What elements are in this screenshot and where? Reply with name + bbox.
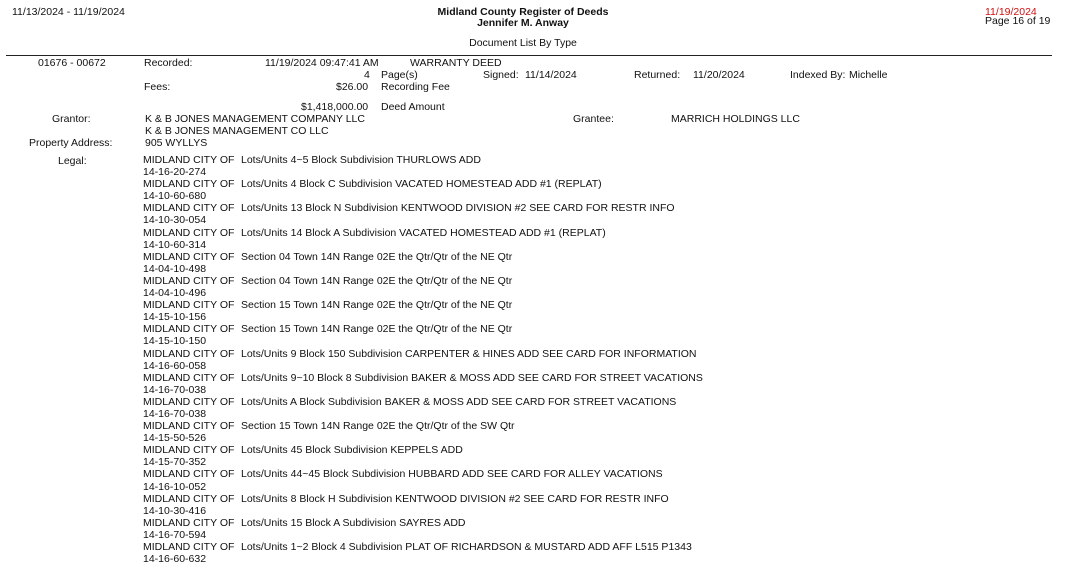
indexed-label: Indexed By:	[790, 69, 846, 81]
report-title: Document List By Type	[469, 37, 577, 49]
recorded-value: 11/19/2024 09:47:41 AM	[265, 57, 379, 69]
fee-description: Recording Fee	[381, 81, 450, 93]
legal-city: MIDLAND CITY OF	[143, 420, 235, 433]
property-address-label: Property Address:	[29, 137, 113, 149]
fees-label: Fees:	[144, 81, 171, 93]
legal-city: MIDLAND CITY OF	[143, 492, 235, 505]
org-name: Midland County Register of Deeds	[437, 6, 609, 18]
parcel-number: 14-15-50-526	[143, 432, 207, 445]
legal-city: MIDLAND CITY OF	[143, 226, 235, 239]
grantor-2: K & B JONES MANAGEMENT CO LLC	[145, 125, 329, 137]
legal-description: Lots/Units 13 Block N Subdivision KENTWOOD DIVISION #2 SEE CARD FOR RESTR INFO	[241, 202, 675, 215]
parcel-number: 14-16-70-594	[143, 528, 207, 541]
legal-description: Lots/Units A Block Subdivision BAKER & MOSS ADD SEE CARD FOR STREET VACATIONS	[241, 395, 677, 408]
parcel-number: 14-15-70-352	[143, 456, 207, 469]
legal-city: MIDLAND CITY OF	[143, 444, 235, 457]
doc-number: 01676 - 00672	[38, 57, 106, 69]
doc-type: WARRANTY DEED	[410, 57, 502, 69]
legal-entry	[143, 202, 703, 214]
recorded-label: Recorded:	[144, 57, 193, 69]
parcel-number: 14-15-10-156	[143, 311, 207, 324]
legal-entry	[143, 323, 703, 335]
header-rule	[6, 55, 1052, 56]
grantee-label: Grantee:	[573, 113, 614, 125]
legal-description: Section 15 Town 14N Range 02E the Qtr/Qtr of the NE Qtr	[241, 299, 513, 312]
signed-value: 11/14/2024	[525, 69, 577, 81]
parcel-number: 14-10-30-054	[143, 214, 207, 227]
legal-label: Legal:	[58, 155, 87, 167]
parcel-number: 14-16-70-038	[143, 383, 207, 396]
legal-entry	[143, 348, 703, 360]
legal-description: Section 15 Town 14N Range 02E the Qtr/Qtr of the SW Qtr	[241, 420, 515, 433]
person-name: Jennifer M. Anway	[477, 17, 569, 29]
legal-description: Section 15 Town 14N Range 02E the Qtr/Qtr of the NE Qtr	[241, 323, 513, 336]
grantor-1: K & B JONES MANAGEMENT COMPANY LLC	[145, 113, 365, 125]
legal-city: MIDLAND CITY OF	[143, 202, 235, 215]
grantor-label: Grantor:	[52, 113, 91, 125]
parcel-number: 14-04-10-498	[143, 262, 207, 275]
parcel-number: 14-10-30-416	[143, 504, 207, 517]
parcel-number: 14-16-70-038	[143, 407, 207, 420]
parcel-number: 14-16-60-058	[143, 359, 207, 372]
parcel-number: 14-10-60-680	[143, 190, 207, 203]
legal-entry	[143, 396, 703, 408]
parcel-number: 14-16-20-274	[143, 166, 207, 179]
legal-description: Lots/Units 4 Block C Subdivision VACATED HOMESTEAD ADD #1 (REPLAT)	[241, 178, 602, 191]
returned-label: Returned:	[634, 69, 681, 81]
indexed-value: Michelle	[849, 69, 888, 81]
legal-description: Lots/Units 1~2 Block 4 Subdivision PLAT OF RICHARDSON & MUSTARD ADD AFF L515 P1343	[241, 541, 692, 553]
legal-city: MIDLAND CITY OF	[143, 347, 235, 360]
legal-city: MIDLAND CITY OF	[143, 250, 235, 263]
legal-description: Lots/Units 45 Block Subdivision KEPPELS ADD	[241, 444, 463, 457]
parcel-number: 14-10-60-314	[143, 238, 207, 251]
legal-entry	[143, 178, 703, 190]
legal-city: MIDLAND CITY OF	[143, 468, 235, 481]
legal-description: Lots/Units 9 Block 150 Subdivision CARPENTER & HINES ADD SEE CARD FOR INFORMATION	[241, 347, 697, 360]
page-number: Page 16 of 19	[985, 15, 1051, 27]
legal-city: MIDLAND CITY OF	[143, 516, 235, 529]
parcel-number: 14-16-60-632	[143, 553, 207, 566]
legal-list	[143, 154, 703, 565]
pages-count: 4	[364, 69, 370, 81]
legal-city: MIDLAND CITY OF	[143, 395, 235, 408]
fee-amount: $26.00	[336, 81, 369, 93]
legal-entry	[143, 517, 703, 529]
legal-entry	[143, 493, 703, 505]
grantee: MARRICH HOLDINGS LLC	[671, 113, 800, 125]
pages-label: Page(s)	[381, 69, 418, 81]
legal-entry	[143, 154, 703, 166]
parcel-number: 14-04-10-496	[143, 287, 207, 300]
legal-city: MIDLAND CITY OF	[143, 299, 235, 312]
legal-description: Lots/Units 14 Block A Subdivision VACATED HOMESTEAD ADD #1 (REPLAT)	[241, 226, 606, 239]
legal-description: Lots/Units 8 Block H Subdivision KENTWOOD DIVISION #2 SEE CARD FOR RESTR INFO	[241, 492, 669, 505]
legal-entry	[143, 372, 703, 384]
legal-entry	[143, 227, 703, 239]
legal-description: Lots/Units 15 Block A Subdivision SAYRES ADD	[241, 516, 466, 529]
date-range: 11/13/2024 - 11/19/2024	[12, 6, 125, 18]
legal-city: MIDLAND CITY OF	[143, 541, 235, 553]
print-date: 11/19/2024	[985, 6, 1037, 18]
legal-description: Lots/Units 4~5 Block Subdivision THURLOWS ADD	[241, 154, 481, 166]
parcel-number: 14-16-10-052	[143, 480, 207, 493]
legal-city: MIDLAND CITY OF	[143, 371, 235, 384]
legal-entry	[143, 251, 703, 263]
returned-value: 11/20/2024	[693, 69, 745, 81]
legal-entry	[143, 275, 703, 287]
signed-label: Signed:	[483, 69, 519, 81]
legal-entry	[143, 299, 703, 311]
legal-description: Lots/Units 44~45 Block Subdivision HUBBARD ADD SEE CARD FOR ALLEY VACATIONS	[241, 468, 663, 481]
legal-city: MIDLAND CITY OF	[143, 323, 235, 336]
legal-description: Lots/Units 9~10 Block 8 Subdivision BAKER & MOSS ADD SEE CARD FOR STREET VACATIONS	[241, 371, 703, 384]
legal-description: Section 04 Town 14N Range 02E the Qtr/Qtr of the NE Qtr	[241, 250, 513, 263]
property-address: 905 WYLLYS	[145, 137, 208, 149]
legal-city: MIDLAND CITY OF	[143, 154, 235, 166]
legal-description: Section 04 Town 14N Range 02E the Qtr/Qtr of the NE Qtr	[241, 274, 513, 287]
legal-entry	[143, 468, 703, 480]
legal-city: MIDLAND CITY OF	[143, 274, 235, 287]
deed-amount-label: Deed Amount	[381, 101, 445, 113]
deed-amount: $1,418,000.00	[301, 101, 369, 113]
legal-entry	[143, 420, 703, 432]
legal-city: MIDLAND CITY OF	[143, 178, 235, 191]
legal-entry	[143, 444, 703, 456]
parcel-number: 14-15-10-150	[143, 335, 207, 348]
legal-entry	[143, 541, 703, 553]
